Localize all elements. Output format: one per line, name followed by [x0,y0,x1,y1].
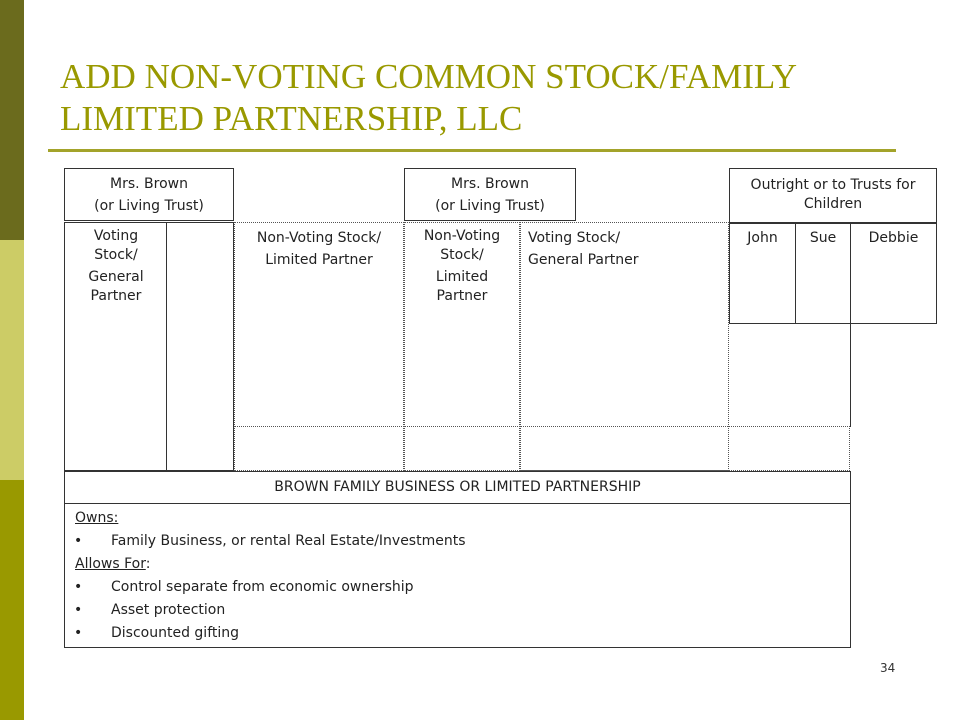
child-sue-label: Sue [809,230,837,246]
sidebar-band-middle [0,240,24,480]
voting-left-line2: General Partner [88,269,144,304]
title-underline [48,149,896,152]
nonvoting-mid-line1: Non-Voting Stock/ [423,228,501,263]
entity-bar-label: BROWN FAMILY BUSINESS OR LIMITED PARTNERSHIP [274,479,641,495]
nonvoting-mid-line2: Limited Partner [435,269,489,304]
slide-title-line1: ADD NON-VOTING COMMON STOCK/FAMILY [60,57,798,96]
owner-left-name: Mrs. Brown [110,176,188,192]
voting-right-line2: General Partner [528,252,639,268]
children-connector [850,324,851,427]
allows-label: Allows For [75,556,146,572]
child-john-label: John [747,230,778,246]
allows-colon: : [145,556,151,572]
allows-item-1: Control separate from economic ownership [111,579,414,595]
nonvoting-left-line1: Non-Voting Stock/ [256,230,382,246]
allows-item-3: Discounted gifting [111,625,240,641]
children-title: Outright or to Trusts for Children [750,177,916,212]
nonvoting-left-line2: Limited Partner [265,252,373,268]
owns-item-1: Family Business, or rental Real Estate/Investments [111,533,466,549]
voting-left-line1: Voting Stock/ [93,228,139,263]
voting-right-line1: Voting Stock/ [528,230,621,246]
allows-bullet-2: • [74,602,83,618]
left-divider [166,222,167,471]
owns-bullet-1: • [74,533,83,549]
owner-mid-sub: (or Living Trust) [435,198,545,214]
page-number: 34 [880,661,896,675]
allows-label-line [75,555,150,574]
sidebar-band-bottom [0,480,24,720]
allows-bullet-3: • [74,625,83,641]
owner-mid-name: Mrs. Brown [451,176,529,192]
child-debbie-label: Debbie [868,230,919,246]
sidebar-band-top [0,0,24,240]
slide-title-line2: LIMITED PARTNERSHIP, LLC [60,99,523,138]
allows-bullet-1: • [74,579,83,595]
slide-title [60,56,920,140]
owns-label: Owns: [75,510,119,526]
allows-item-2: Asset protection [111,602,226,618]
middle-lower-row [234,426,850,471]
owner-left-sub: (or Living Trust) [94,198,204,214]
